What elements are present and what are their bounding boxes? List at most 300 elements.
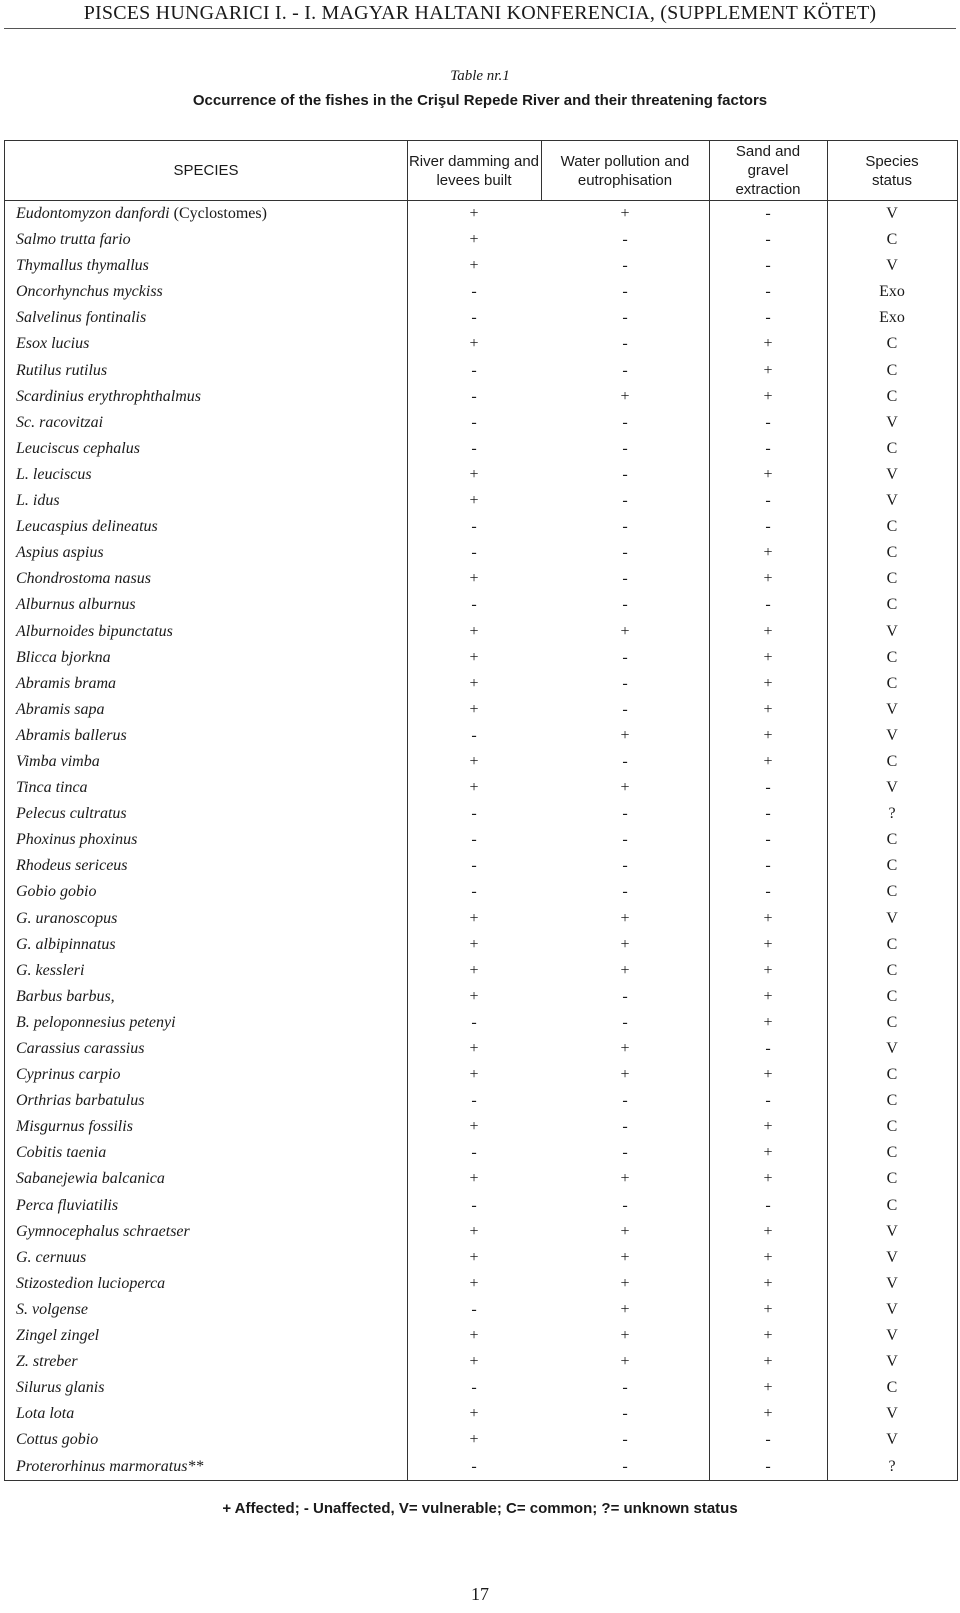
damming-value: + bbox=[469, 1222, 479, 1240]
table-row bbox=[5, 958, 957, 984]
damming-value: + bbox=[469, 961, 479, 979]
species-latin-name: Z. streber bbox=[16, 1353, 78, 1371]
damming-value: - bbox=[471, 1144, 477, 1162]
species-name bbox=[16, 488, 60, 514]
status-value: C bbox=[886, 518, 898, 536]
status-value: V bbox=[886, 622, 898, 640]
species-name bbox=[16, 827, 137, 853]
species-latin-name: Thymallus thymallus bbox=[16, 257, 149, 275]
species-table bbox=[4, 140, 958, 1481]
status-value: V bbox=[886, 1248, 898, 1266]
species-name bbox=[16, 201, 267, 227]
pollution-value: - bbox=[622, 309, 628, 327]
species-note: (Cyclostomes) bbox=[169, 205, 267, 222]
damming-value: + bbox=[469, 700, 479, 718]
species-latin-name: Tinca tinca bbox=[16, 779, 88, 797]
damming-value: + bbox=[469, 1405, 479, 1423]
table-row bbox=[5, 410, 957, 436]
status-value: V bbox=[886, 1222, 898, 1240]
extraction-value: + bbox=[763, 1144, 773, 1162]
header-water-pollution: Water pollution and eutrophisation bbox=[560, 152, 690, 189]
extraction-value: - bbox=[765, 1431, 771, 1449]
species-name bbox=[16, 592, 136, 618]
extraction-value: + bbox=[763, 1353, 773, 1371]
extraction-value: - bbox=[765, 283, 771, 301]
species-latin-name: Proterorhinus marmoratus** bbox=[16, 1457, 204, 1475]
status-value: C bbox=[886, 961, 898, 979]
table-row bbox=[5, 305, 957, 331]
table-row bbox=[5, 566, 957, 592]
species-name bbox=[16, 619, 173, 645]
damming-value: - bbox=[471, 361, 477, 379]
table-row bbox=[5, 723, 957, 749]
damming-value: + bbox=[469, 1066, 479, 1084]
damming-value: + bbox=[469, 909, 479, 927]
status-value: V bbox=[886, 909, 898, 927]
damming-value: - bbox=[471, 439, 477, 457]
species-latin-name: Cobitis taenia bbox=[16, 1144, 107, 1162]
status-value: C bbox=[886, 987, 898, 1005]
pollution-value: + bbox=[620, 961, 630, 979]
table-row bbox=[5, 827, 957, 853]
status-value: V bbox=[886, 1327, 898, 1345]
table-row bbox=[5, 1166, 957, 1192]
extraction-value: - bbox=[765, 413, 771, 431]
pollution-value: - bbox=[622, 570, 628, 588]
extraction-value: - bbox=[765, 596, 771, 614]
status-value: V bbox=[886, 465, 898, 483]
header-species-status: Species status bbox=[865, 152, 919, 189]
species-latin-name: Stizostedion lucioperca bbox=[16, 1274, 166, 1292]
species-latin-name: Sabanejewia balcanica bbox=[16, 1170, 165, 1188]
status-value: V bbox=[886, 779, 898, 797]
table-row bbox=[5, 1454, 957, 1480]
running-head: PISCES HUNGARICI I. - I. MAGYAR HALTANI KONFERENCIA, (SUPPLEMENT KÖTET) bbox=[83, 2, 877, 24]
species-name bbox=[16, 1219, 190, 1245]
damming-value: - bbox=[471, 1013, 477, 1031]
pollution-value: + bbox=[620, 1327, 630, 1345]
species-name bbox=[16, 305, 146, 331]
pollution-value: - bbox=[622, 361, 628, 379]
species-name bbox=[16, 1088, 144, 1114]
extraction-value: + bbox=[763, 1274, 773, 1292]
species-latin-name: Cottus gobio bbox=[16, 1431, 99, 1449]
table-row bbox=[5, 1010, 957, 1036]
species-name bbox=[16, 697, 104, 723]
extraction-value: + bbox=[763, 1222, 773, 1240]
pollution-value: + bbox=[620, 1300, 630, 1318]
pollution-value: - bbox=[622, 1092, 628, 1110]
status-value: C bbox=[886, 1379, 898, 1397]
pollution-value: - bbox=[622, 465, 628, 483]
extraction-value: - bbox=[765, 492, 771, 510]
status-value: V bbox=[886, 700, 898, 718]
species-latin-name: Esox lucius bbox=[16, 335, 90, 353]
table-row bbox=[5, 697, 957, 723]
extraction-value: - bbox=[765, 1040, 771, 1057]
damming-value: + bbox=[469, 935, 479, 953]
species-latin-name: Cyprinus carpio bbox=[16, 1066, 121, 1084]
damming-value: - bbox=[471, 309, 477, 327]
status-value: C bbox=[886, 1170, 898, 1188]
damming-value: - bbox=[471, 726, 477, 744]
extraction-value: - bbox=[765, 1196, 771, 1214]
damming-value: + bbox=[469, 335, 479, 353]
extraction-value: + bbox=[763, 935, 773, 953]
pollution-value: - bbox=[622, 1405, 628, 1423]
status-value: V bbox=[886, 1274, 898, 1292]
status-value: C bbox=[886, 1066, 898, 1084]
species-name bbox=[16, 566, 151, 592]
extraction-value: - bbox=[765, 1457, 771, 1475]
extraction-value: - bbox=[765, 831, 771, 849]
damming-value: + bbox=[469, 1170, 479, 1188]
species-name bbox=[16, 1349, 78, 1375]
pollution-value: - bbox=[622, 1457, 628, 1475]
species-name bbox=[16, 1062, 120, 1088]
status-value: C bbox=[886, 648, 898, 666]
pollution-value: + bbox=[620, 1222, 630, 1240]
damming-value: + bbox=[469, 648, 479, 666]
table-row bbox=[5, 1245, 957, 1271]
status-value: V bbox=[886, 492, 898, 510]
header-sand-gravel: Sand and gravel extraction bbox=[735, 143, 801, 198]
table-row bbox=[5, 1036, 957, 1062]
species-latin-name: S. volgense bbox=[16, 1300, 88, 1318]
table-row bbox=[5, 514, 957, 540]
damming-value: - bbox=[471, 883, 477, 901]
status-value: V bbox=[886, 205, 898, 222]
status-value: C bbox=[886, 1196, 898, 1214]
damming-value: - bbox=[471, 1300, 477, 1318]
species-name bbox=[16, 514, 158, 540]
damming-value: + bbox=[469, 1040, 479, 1057]
status-value: C bbox=[886, 1092, 898, 1110]
damming-value: - bbox=[471, 805, 477, 823]
status-value: C bbox=[886, 596, 898, 614]
species-latin-name: Phoxinus phoxinus bbox=[16, 831, 138, 849]
status-value: C bbox=[886, 752, 898, 770]
species-name bbox=[16, 436, 140, 462]
species-latin-name: Perca fluviatilis bbox=[16, 1196, 119, 1214]
table-row bbox=[5, 253, 957, 279]
status-value: Exo bbox=[879, 309, 905, 327]
status-value: C bbox=[886, 387, 898, 405]
extraction-value: - bbox=[765, 857, 771, 875]
pollution-value: + bbox=[620, 1066, 630, 1084]
damming-value: - bbox=[471, 596, 477, 614]
table-row bbox=[5, 279, 957, 305]
damming-value: - bbox=[471, 1196, 477, 1214]
species-name bbox=[16, 1271, 165, 1297]
species-latin-name: Gobio gobio bbox=[16, 883, 97, 901]
table-row bbox=[5, 749, 957, 775]
species-latin-name: Salmo trutta fario bbox=[16, 231, 131, 249]
extraction-value: + bbox=[763, 1013, 773, 1031]
extraction-value: - bbox=[765, 205, 771, 222]
species-latin-name: Carassius carassius bbox=[16, 1040, 145, 1057]
extraction-value: + bbox=[763, 1405, 773, 1423]
species-name bbox=[16, 958, 84, 984]
header-river-damming: River damming and levees built bbox=[408, 152, 540, 189]
species-name bbox=[16, 984, 115, 1010]
table-number: Table nr.1 bbox=[450, 68, 510, 84]
species-name bbox=[16, 1427, 98, 1453]
species-name bbox=[16, 358, 107, 384]
pollution-value: - bbox=[622, 544, 628, 562]
pollution-value: - bbox=[622, 596, 628, 614]
species-name bbox=[16, 540, 104, 566]
damming-value: - bbox=[471, 1092, 477, 1110]
damming-value: + bbox=[469, 205, 479, 222]
status-value: Exo bbox=[879, 283, 905, 301]
table-row bbox=[5, 619, 957, 645]
extraction-value: + bbox=[763, 909, 773, 927]
species-latin-name: Rutilus rutilus bbox=[16, 361, 108, 379]
species-name bbox=[16, 1166, 165, 1192]
species-latin-name: Silurus glanis bbox=[16, 1379, 105, 1397]
pollution-value: - bbox=[622, 492, 628, 510]
species-latin-name: Zingel zingel bbox=[16, 1327, 100, 1345]
species-name bbox=[16, 462, 92, 488]
extraction-value: + bbox=[763, 726, 773, 744]
extraction-value: + bbox=[763, 1066, 773, 1084]
species-name bbox=[16, 227, 131, 253]
species-latin-name: G. kessleri bbox=[16, 961, 85, 979]
species-name bbox=[16, 1323, 99, 1349]
species-latin-name: Alburnus alburnus bbox=[16, 596, 136, 614]
damming-value: + bbox=[469, 779, 479, 797]
table-row bbox=[5, 671, 957, 697]
species-name bbox=[16, 279, 163, 305]
pollution-value: - bbox=[622, 857, 628, 875]
damming-value: - bbox=[471, 283, 477, 301]
extraction-value: + bbox=[763, 1118, 773, 1136]
pollution-value: - bbox=[622, 1379, 628, 1397]
species-latin-name: Alburnoides bipunctatus bbox=[16, 622, 173, 640]
pollution-value: + bbox=[620, 205, 630, 222]
damming-value: - bbox=[471, 857, 477, 875]
extraction-value: + bbox=[763, 987, 773, 1005]
species-latin-name: Lota lota bbox=[16, 1405, 75, 1423]
status-value: C bbox=[886, 883, 898, 901]
status-value: C bbox=[886, 231, 898, 249]
status-value: C bbox=[886, 1118, 898, 1136]
status-value: C bbox=[886, 361, 898, 379]
table-row bbox=[5, 488, 957, 514]
status-value: C bbox=[886, 1144, 898, 1162]
species-latin-name: Scardinius erythrophthalmus bbox=[16, 387, 202, 405]
status-value: ? bbox=[888, 805, 896, 823]
status-value: C bbox=[886, 335, 898, 353]
table-row bbox=[5, 932, 957, 958]
species-latin-name: Abramis brama bbox=[16, 674, 117, 692]
status-value: V bbox=[886, 1431, 898, 1449]
extraction-value: - bbox=[765, 779, 771, 797]
extraction-value: - bbox=[765, 439, 771, 457]
damming-value: + bbox=[469, 1431, 479, 1449]
table-row bbox=[5, 1088, 957, 1114]
pollution-value: - bbox=[622, 283, 628, 301]
species-name bbox=[16, 853, 128, 879]
status-value: C bbox=[886, 439, 898, 457]
pollution-value: - bbox=[622, 1013, 628, 1031]
species-latin-name: G. uranoscopus bbox=[16, 909, 118, 927]
species-name bbox=[16, 879, 96, 905]
species-latin-name: Rhodeus sericeus bbox=[16, 857, 128, 875]
table-row bbox=[5, 645, 957, 671]
extraction-value: - bbox=[765, 883, 771, 901]
species-name bbox=[16, 749, 100, 775]
pollution-value: + bbox=[620, 1170, 630, 1188]
species-name bbox=[16, 671, 116, 697]
table-row bbox=[5, 1271, 957, 1297]
table-header bbox=[5, 141, 957, 201]
species-latin-name: G. albipinnatus bbox=[16, 935, 116, 953]
damming-value: - bbox=[471, 1457, 477, 1475]
status-value: C bbox=[886, 674, 898, 692]
damming-value: + bbox=[469, 674, 479, 692]
pollution-value: - bbox=[622, 1431, 628, 1449]
extraction-value: + bbox=[763, 387, 773, 405]
species-name bbox=[16, 775, 88, 801]
species-name bbox=[16, 1010, 176, 1036]
damming-value: - bbox=[471, 518, 477, 536]
damming-value: + bbox=[469, 1327, 479, 1345]
header-rule bbox=[4, 28, 956, 29]
species-name bbox=[16, 645, 111, 671]
species-latin-name: Eudontomyzon danfordi bbox=[16, 205, 170, 222]
pollution-value: + bbox=[620, 779, 630, 797]
status-value: C bbox=[886, 570, 898, 588]
damming-value: + bbox=[469, 570, 479, 588]
pollution-value: - bbox=[622, 335, 628, 353]
table-row bbox=[5, 1140, 957, 1166]
table-row bbox=[5, 1297, 957, 1323]
species-latin-name: Gymnocephalus schraetser bbox=[16, 1222, 190, 1240]
table-row bbox=[5, 462, 957, 488]
pollution-value: + bbox=[620, 1274, 630, 1292]
species-latin-name: Salvelinus fontinalis bbox=[16, 309, 147, 327]
pollution-value: - bbox=[622, 805, 628, 823]
species-latin-name: Abramis sapa bbox=[16, 700, 105, 718]
extraction-value: + bbox=[763, 674, 773, 692]
extraction-value: + bbox=[763, 570, 773, 588]
pollution-value: + bbox=[620, 387, 630, 405]
table-row bbox=[5, 801, 957, 827]
pollution-value: + bbox=[620, 1040, 630, 1057]
status-value: V bbox=[886, 1300, 898, 1318]
species-name bbox=[16, 253, 149, 279]
species-name bbox=[16, 906, 117, 932]
pollution-value: + bbox=[620, 1248, 630, 1266]
species-latin-name: Aspius aspius bbox=[16, 544, 104, 562]
species-name bbox=[16, 1297, 88, 1323]
species-latin-name: Leucaspius delineatus bbox=[16, 518, 158, 536]
pollution-value: - bbox=[622, 439, 628, 457]
species-name bbox=[16, 1114, 133, 1140]
species-latin-name: Misgurnus fossilis bbox=[16, 1118, 133, 1136]
table-row bbox=[5, 1062, 957, 1088]
species-latin-name: L. leuciscus bbox=[16, 465, 92, 483]
table-row bbox=[5, 1375, 957, 1401]
table-row bbox=[5, 384, 957, 410]
damming-value: - bbox=[471, 544, 477, 562]
table-row bbox=[5, 984, 957, 1010]
page-number: 17 bbox=[471, 1584, 489, 1604]
species-latin-name: Oncorhynchus myckiss bbox=[16, 283, 163, 301]
table-legend: + Affected; - Unaffected, V= vulnerable; C= common; ?= unknown status bbox=[222, 1500, 738, 1517]
pollution-value: - bbox=[622, 413, 628, 431]
pollution-value: - bbox=[622, 987, 628, 1005]
extraction-value: - bbox=[765, 1092, 771, 1110]
pollution-value: - bbox=[622, 700, 628, 718]
species-latin-name: Leuciscus cephalus bbox=[16, 439, 140, 457]
extraction-value: + bbox=[763, 1379, 773, 1397]
pollution-value: - bbox=[622, 1118, 628, 1136]
status-value: V bbox=[886, 726, 898, 744]
table-row bbox=[5, 853, 957, 879]
species-latin-name: B. peloponnesius petenyi bbox=[16, 1013, 176, 1031]
extraction-value: + bbox=[763, 752, 773, 770]
pollution-value: - bbox=[622, 518, 628, 536]
damming-value: + bbox=[469, 987, 479, 1005]
species-name bbox=[16, 723, 127, 749]
species-latin-name: Vimba vimba bbox=[16, 752, 100, 770]
pollution-value: - bbox=[622, 257, 628, 275]
table-row bbox=[5, 227, 957, 253]
extraction-value: + bbox=[763, 1170, 773, 1188]
table-row bbox=[5, 1349, 957, 1375]
damming-value: + bbox=[469, 465, 479, 483]
pollution-value: + bbox=[620, 1353, 630, 1371]
table-title: Occurrence of the fishes in the Crişul Repede River and their threatening factors bbox=[192, 92, 768, 109]
species-latin-name: Abramis ballerus bbox=[16, 726, 127, 744]
species-latin-name: Blicca bjorkna bbox=[16, 648, 111, 666]
status-value: V bbox=[886, 1405, 898, 1423]
pollution-value: + bbox=[620, 726, 630, 744]
status-value: V bbox=[886, 1040, 898, 1057]
extraction-value: - bbox=[765, 257, 771, 275]
species-latin-name: Orthrias barbatulus bbox=[16, 1092, 145, 1110]
species-name bbox=[16, 1454, 203, 1480]
species-latin-name: Barbus barbus, bbox=[16, 987, 115, 1005]
table-row bbox=[5, 906, 957, 932]
damming-value: + bbox=[469, 1274, 479, 1292]
extraction-value: + bbox=[763, 544, 773, 562]
extraction-value: + bbox=[763, 465, 773, 483]
species-name bbox=[16, 410, 103, 436]
table-row bbox=[5, 1401, 957, 1427]
pollution-value: - bbox=[622, 752, 628, 770]
table-row bbox=[5, 1219, 957, 1245]
damming-value: - bbox=[471, 413, 477, 431]
species-name bbox=[16, 1375, 104, 1401]
damming-value: + bbox=[469, 492, 479, 510]
damming-value: - bbox=[471, 387, 477, 405]
extraction-value: + bbox=[763, 361, 773, 379]
extraction-value: - bbox=[765, 231, 771, 249]
species-latin-name: Pelecus cultratus bbox=[16, 805, 127, 823]
status-value: V bbox=[886, 1353, 898, 1371]
table-row bbox=[5, 201, 957, 227]
damming-value: + bbox=[469, 1353, 479, 1371]
species-latin-name: Chondrostoma nasus bbox=[16, 570, 151, 588]
pollution-value: - bbox=[622, 831, 628, 849]
damming-value: + bbox=[469, 257, 479, 275]
column-divider bbox=[541, 141, 542, 200]
extraction-value: + bbox=[763, 622, 773, 640]
